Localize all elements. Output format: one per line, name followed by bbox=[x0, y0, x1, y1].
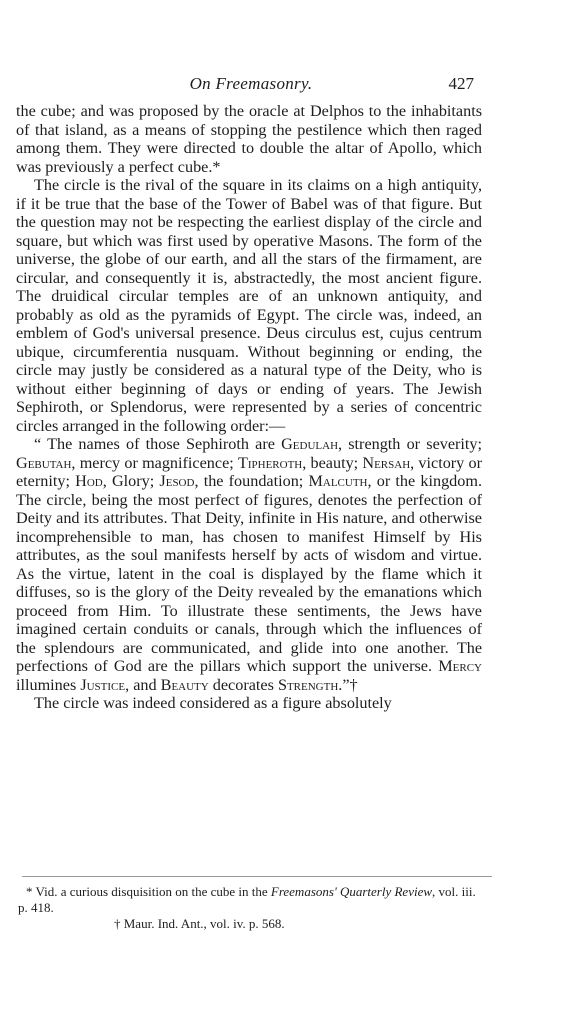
attribute-strength: Strength bbox=[277, 675, 339, 694]
sephira-nersah: Nersah bbox=[362, 453, 411, 472]
text-run: , Glory; bbox=[102, 472, 160, 490]
text-run: illumines bbox=[16, 675, 81, 694]
sephira-gebutah: Gebutah bbox=[16, 453, 72, 472]
text-run: .”† bbox=[338, 675, 358, 694]
attribute-beauty: Beauty bbox=[160, 675, 209, 694]
sephira-hod: Hod bbox=[75, 472, 103, 490]
text-run: , and bbox=[125, 675, 161, 694]
text-run: , beauty; bbox=[302, 453, 363, 472]
text-run: , strength or severity; bbox=[338, 435, 483, 453]
page-number: 427 bbox=[448, 74, 474, 93]
sephira-tipheroth: Tipheroth bbox=[237, 453, 303, 472]
footnotes bbox=[18, 884, 484, 932]
paragraph-2: The circle is the rival of the square in its claims on a high antiquity, if it be true that the base of the Tower of Babel was of that figure. But the question may not be respecting the earliest display of the circle and square, but which was first used by operative Masons. The form of the universe, the globe of our earth, and all the stars of the firmament, are circular, and consequently it is, abstractedly, the most ancient figure. The druidical circular temples are of an unknown antiquity, and probably as old as the pyramids of Egypt. The circle was, indeed, an emblem of God's universal presence. Deus circulus est, cujus centrum ubique, circumferentia nusquam. Without beginning or ending, the circle may justly be considered as a natural type of the Deity, who is without either beginning of days or ending of years. The Jewish Sephiroth, or Splendorus, were represented by a series of concentric circles arranged in the following order:— bbox=[16, 176, 482, 435]
text-run: * Vid. a curious disquisition on the cube in the bbox=[26, 884, 271, 899]
attribute-mercy: Mercy bbox=[438, 657, 482, 675]
sephira-malcuth: Malcuth bbox=[308, 472, 368, 490]
paragraph-1: the cube; and was proposed by the oracle at Delphos to the inhabitants of that island, as a means of stopping the pestilence which then raged among them. They were directed to double the altar of Apollo, which was previously a perfect cube.* bbox=[16, 102, 482, 176]
sephira-gedulah: Gedulah bbox=[281, 435, 339, 453]
running-title: On Freemasonry. bbox=[189, 74, 313, 93]
text-run: , vol. iii. p. 418. bbox=[18, 884, 476, 915]
text-run: “ The names of those Sephiroth are bbox=[34, 435, 282, 453]
text-run: decorates bbox=[208, 675, 278, 694]
text-run: , or the kingdom. The circle, being the most perfect of figures, denotes the perfection of Deity and its attributes. That Deity, infinite in His nature, and otherwise incomprehensible to man, has chosen to manifest Himself by His attributes, as the soul manifests herself by acts of wisdom and virtue. As the virtue, latent in the coal is displayed by the flame which it diffuses, so is the glory of the Deity revealed by the emanations which proceed from Him. To illustrate these sentiments, the Jews have imagined certain conduits or canals, through which the influences of the splendours are communicated, and glide into one another. The perfections of God are the pillars which support the universe. bbox=[16, 472, 483, 675]
page-header bbox=[18, 74, 484, 96]
paragraph-4: The circle was indeed considered as a figure absolutely bbox=[34, 694, 392, 712]
sephira-jesod: Jesod bbox=[159, 472, 195, 490]
paragraph-3 bbox=[16, 435, 482, 694]
text-run: , victory or eternity; bbox=[16, 453, 482, 490]
journal-title: Freemasons' Quarterly Review bbox=[270, 884, 433, 899]
footnote-rule bbox=[22, 876, 492, 877]
text-run: , the foundation; bbox=[194, 472, 309, 490]
footnote-1 bbox=[18, 884, 484, 916]
text-run: , mercy or magnificence; bbox=[71, 453, 238, 472]
attribute-justice: Justice bbox=[80, 675, 126, 694]
footnote-2: † Maur. Ind. Ant., vol. iv. p. 568. bbox=[114, 916, 285, 931]
body-text bbox=[16, 102, 482, 713]
